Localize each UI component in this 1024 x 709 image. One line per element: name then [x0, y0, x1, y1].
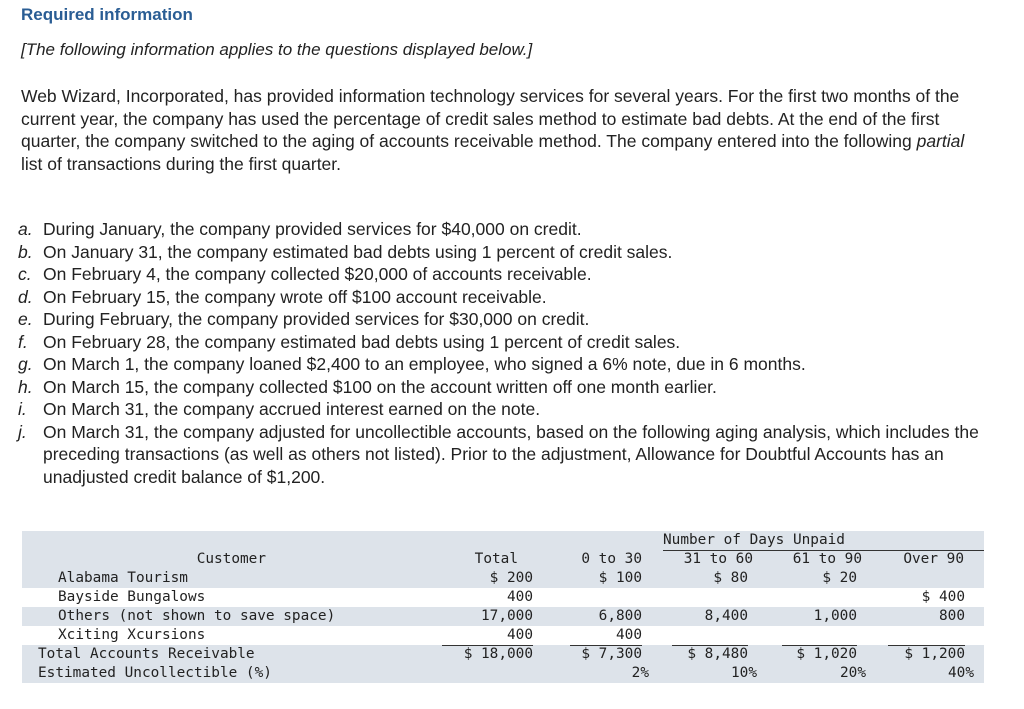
- transaction-item: [18, 353, 998, 376]
- transaction-item: [18, 263, 998, 286]
- item-letter: e.: [18, 309, 33, 329]
- transaction-item: [18, 286, 998, 309]
- item-text: On February 15, the company wrote off $100 account receivable.: [43, 286, 547, 307]
- cell-0-30: 400: [616, 627, 642, 643]
- intro-emphasis: partial: [916, 131, 965, 151]
- context-note: [The following information applies to the questions displayed below.]: [21, 40, 533, 59]
- pct-0-30: 2%: [631, 665, 649, 681]
- pct-61-90: 20%: [840, 665, 866, 681]
- item-letter: f.: [18, 331, 28, 352]
- days-unpaid-group-header: Number of Days Unpaid: [663, 532, 845, 548]
- transaction-item: [18, 241, 998, 264]
- total-31-60: $ 8,480: [687, 646, 748, 662]
- cell-over-90: 800: [939, 608, 965, 624]
- item-text: On February 28, the company estimated bad debts using 1 percent of credit sales.: [43, 331, 681, 352]
- cell-total: 400: [507, 589, 533, 605]
- item-text: On February 4, the company collected $20,000 of accounts receivable.: [43, 264, 592, 284]
- cell-61-90: 1,000: [813, 608, 857, 624]
- customer-name: Alabama Tourism: [58, 570, 188, 586]
- customer-name: Xciting Xcursions: [58, 627, 206, 643]
- item-letter: h.: [18, 376, 33, 397]
- col-header-total: Total: [474, 551, 518, 567]
- customer-name: Bayside Bungalows: [58, 589, 206, 605]
- col-header-31-60: 31 to 60: [683, 551, 753, 567]
- total-over-90: $ 1,200: [904, 646, 965, 662]
- total-total: $ 18,000: [463, 646, 533, 662]
- item-letter: b.: [18, 241, 33, 262]
- col-header-0-30: 0 to 30: [581, 551, 642, 567]
- item-letter: j.: [18, 421, 27, 442]
- transaction-item: [18, 308, 998, 331]
- item-letter: a.: [18, 219, 33, 239]
- item-letter: c.: [18, 264, 32, 284]
- col-header-61-90: 61 to 90: [792, 551, 862, 567]
- cell-total: $ 200: [489, 570, 533, 586]
- transaction-item: [18, 331, 998, 354]
- col-header-over-90: Over 90: [903, 551, 964, 567]
- item-text: On March 31, the company adjusted for uncollectible accounts, based on the following aging analysis, which includes the preceding transactions (as well as others not listed). Prior to the adjustment, Allowance for Doubtful Accounts has an unadjusted credit balance of $1,200.: [43, 421, 979, 487]
- cell-0-30: 6,800: [598, 608, 642, 624]
- item-letter: d.: [18, 286, 33, 307]
- transaction-list: [18, 218, 998, 488]
- item-text: During January, the company provided services for $40,000 on credit.: [43, 219, 582, 239]
- cell-61-90: $ 20: [822, 570, 857, 586]
- cell-total: 17,000: [481, 608, 533, 624]
- pct-over-90: 40%: [948, 665, 974, 681]
- transaction-item: [18, 398, 998, 421]
- item-letter: g.: [18, 354, 33, 374]
- transaction-item: [18, 421, 998, 489]
- intro-text-2: list of transactions during the first quarter.: [21, 153, 342, 174]
- cell-31-60: 8,400: [704, 608, 748, 624]
- col-header-customer: Customer: [196, 551, 266, 567]
- item-letter: i.: [18, 399, 27, 419]
- total-0-30: $ 7,300: [581, 646, 642, 662]
- pct-row-label: Estimated Uncollectible (%): [38, 665, 272, 681]
- intro-text-1: Web Wizard, Incorporated, has provided information technology services for several years. For the first two months of the current year, the company has used the percentage of credit sales method to estimate bad debts. At the end of the first quarter, the company switched to the aging of accounts receivable method. The company entered into the following: [21, 86, 960, 151]
- item-text: On March 31, the company accrued interest earned on the note.: [43, 399, 541, 419]
- item-text: On March 15, the company collected $100 on the account written off one month earlier.: [43, 376, 717, 397]
- item-text: On March 1, the company loaned $2,400 to an employee, who signed a 6% note, due in 6 months.: [43, 354, 806, 374]
- transaction-item: [18, 218, 998, 241]
- cell-over-90: $ 400: [921, 589, 965, 605]
- aging-table: [22, 531, 984, 686]
- item-text: During February, the company provided services for $30,000 on credit.: [43, 309, 590, 329]
- cell-total: 400: [507, 627, 533, 643]
- pct-31-60: 10%: [731, 665, 757, 681]
- customer-name: Others (not shown to save space): [58, 608, 336, 624]
- cell-31-60: $ 80: [713, 570, 748, 586]
- transaction-item: [18, 376, 998, 399]
- required-information-heading: Required information: [21, 5, 193, 24]
- cell-0-30: $ 100: [598, 570, 642, 586]
- total-row-label: Total Accounts Receivable: [38, 646, 255, 662]
- intro-paragraph: [21, 85, 981, 175]
- item-text: On January 31, the company estimated bad debts using 1 percent of credit sales.: [43, 241, 673, 262]
- total-61-90: $ 1,020: [796, 646, 857, 662]
